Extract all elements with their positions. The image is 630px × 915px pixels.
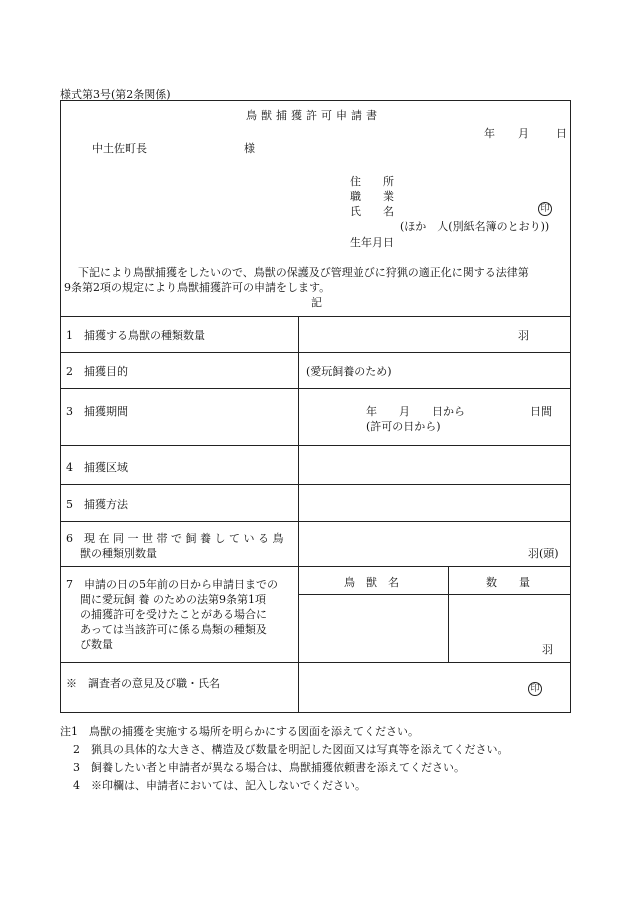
period-note: (許可の日から) <box>366 420 441 433</box>
others-note: (ほか 人(別紙名簿のとおり)) <box>400 220 550 233</box>
row3-label: 3 捕獲期間 <box>66 405 128 418</box>
date-day: 日 <box>556 127 567 140</box>
date-month: 月 <box>518 127 529 140</box>
date-year: 年 <box>484 127 495 140</box>
row6-unit: 羽(頭) <box>528 547 559 560</box>
addressee-name: 中土佐町長 <box>92 142 147 155</box>
row7-unit: 羽 <box>542 643 553 656</box>
row-divider <box>60 484 571 485</box>
row7-label-line3: の捕獲許可を受けたことがある場合に <box>80 608 267 621</box>
row2-value: (愛玩飼養のため) <box>306 365 392 378</box>
inspector-seal: 印 <box>528 682 542 696</box>
row1-label: 1 捕獲する鳥獣の種類数量 <box>66 329 205 342</box>
column-divider <box>448 566 449 662</box>
row6-label-line1: 6 現 在 同 一 世 帯 で 飼 養 し て い る 鳥 <box>66 532 284 545</box>
birth-date-label: 生年月日 <box>350 236 394 249</box>
request-text-line1: 下記により鳥獣捕獲をしたいので、鳥獣の保護及び管理並びに狩猟の適正化に関する法律第 <box>78 266 529 279</box>
row7-label-line2: 間に愛玩飼 養 のための法第9条第1項 <box>80 593 266 606</box>
column-divider <box>298 316 299 713</box>
period-days: 日間 <box>530 405 552 418</box>
inspector-label: ※ 調査者の意見及び職・氏名 <box>66 677 220 690</box>
row4-label: 4 捕獲区域 <box>66 461 128 474</box>
row7-label-line5: び数量 <box>80 638 113 651</box>
row2-label: 2 捕獲目的 <box>66 365 128 378</box>
row1-unit: 羽 <box>518 329 529 342</box>
address-label: 住 所 <box>350 175 394 188</box>
form-title: 鳥獣捕獲許可申請書 <box>246 109 381 122</box>
form-number: 様式第3号(第2条関係) <box>60 88 171 101</box>
note-4: 4 ※印欄は、申請者においては、記入しないでください。 <box>73 779 366 792</box>
row-divider <box>60 566 571 567</box>
row-divider <box>60 445 571 446</box>
note-3: 3 飼養したい者と申請者が異なる場合は、鳥獣捕獲依頼書を添えてください。 <box>73 761 465 774</box>
row-divider <box>60 352 571 353</box>
row-divider <box>60 521 571 522</box>
row-divider <box>60 316 571 317</box>
note-2: 2 猟具の具体的な大きさ、構造及び数量を明記した図面又は写真等を添えてください。 <box>73 743 509 756</box>
addressee-honorific: 様 <box>244 142 255 155</box>
row-divider <box>60 388 571 389</box>
occupation-label: 職 業 <box>350 190 394 203</box>
request-text-line2: 9条第2項の規定により鳥獣捕獲許可の申請をします。 <box>64 281 331 294</box>
row-divider <box>60 662 571 663</box>
period-main: 年 月 日から <box>366 405 465 418</box>
name-label: 氏 名 <box>350 205 394 218</box>
row-divider <box>298 594 571 595</box>
count-column-header: 数 量 <box>486 576 530 589</box>
applicant-seal: 印 <box>538 202 552 216</box>
row7-label-line1: 7 申請の日の5年前の日から申請日までの <box>66 578 278 591</box>
species-column-header: 鳥 獣 名 <box>344 576 399 589</box>
row6-label-line2: 獣の種類別数量 <box>80 547 157 560</box>
row5-label: 5 捕獲方法 <box>66 498 128 511</box>
note-1: 注1 鳥獣の捕獲を実施する場所を明らかにする図面を添えてください。 <box>60 725 419 738</box>
ki-label: 記 <box>311 296 322 309</box>
row7-label-line4: あっては当該許可に係る鳥類の種類及 <box>80 623 267 636</box>
